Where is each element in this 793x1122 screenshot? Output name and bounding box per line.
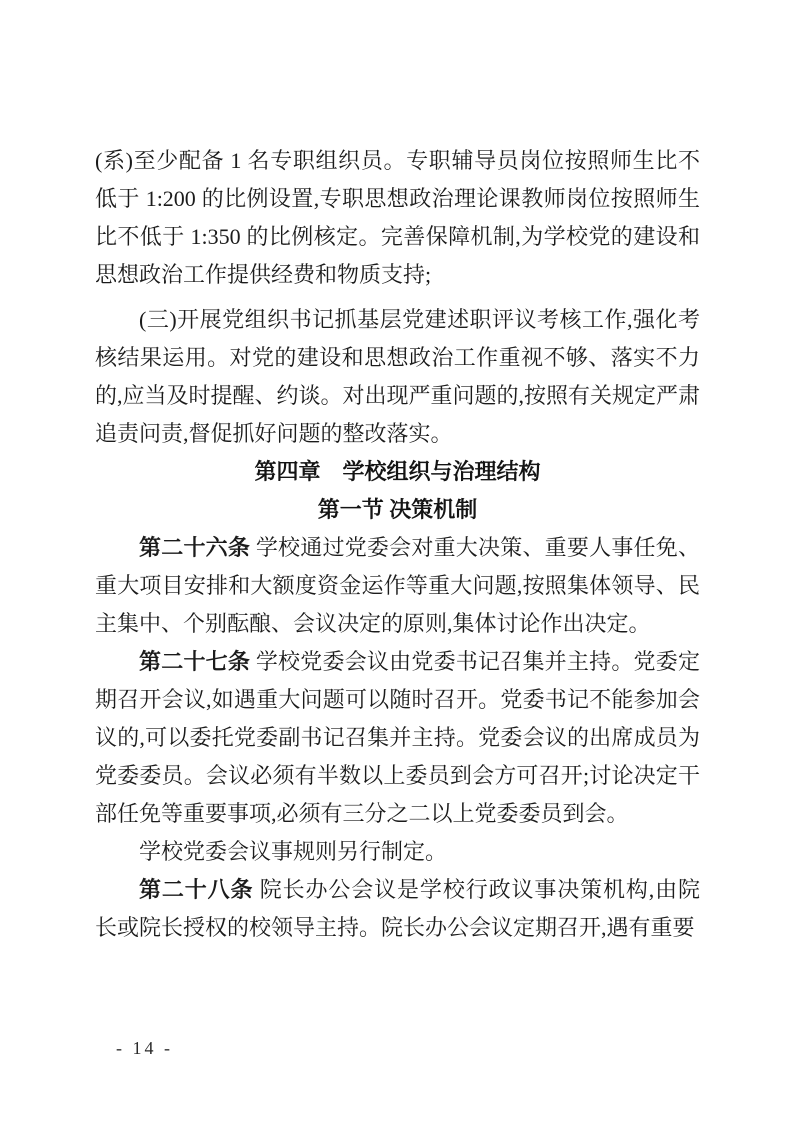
paragraph-continuation: (系)至少配备 1 名专职组织员。专职辅导员岗位按照师生比不低于 1:200 的比例设置,专职思想政治理论课教师岗位按照师生比不低于 1:350 的比例核定。完善保障机制,为学校党的建设和思想政治工作提供经费和物质支持; — [95, 148, 700, 287]
article-27-text: 学校党委会议由党委书记召集并主持。党委定期召开会议,如遇重大问题可以随时召开。党委书记不能参加会议的,可以委托党委副书记召集并主持。党委会议的出席成员为党委委员。会议必须有半数以上委员到会方可召开;讨论决定干部任免等重要事项,必须有三分之二以上党委委员到会。 — [95, 649, 700, 826]
article-27 — [95, 643, 700, 833]
article-28-text: 院长办公会议是学校行政议事决策机构,由院长或院长授权的校领导主持。院长办公会议定期召开,遇有重要 — [95, 877, 700, 940]
section-heading: 第一节 决策机制 — [317, 497, 478, 522]
body-text — [95, 142, 700, 947]
article-28 — [95, 871, 700, 947]
article-27-term: 第二十七条 — [139, 649, 251, 674]
page-number: - 14 - — [116, 1038, 173, 1058]
paragraph-item-three: (三)开展党组织书记抓基层党建述职评议考核工作,强化考核结果运用。对党的建设和思想政治工作重视不够、落实不力的,应当及时提醒、约谈。对出现严重问题的,按照有关规定严肃追责问责,督促抓好问题的整改落实。 — [95, 307, 701, 446]
article-28-term: 第二十八条 — [139, 877, 254, 902]
article-26-text: 学校通过党委会对重大决策、重要人事任免、重大项目安排和大额度资金运作等重大问题,按照集体领导、民主集中、个别酝酿、会议决定的原则,集体讨论作出决定。 — [95, 535, 700, 636]
article-26 — [95, 529, 700, 643]
paragraph-rules: 学校党委会议事规则另行制定。 — [139, 839, 448, 864]
chapter-heading: 第四章 学校组织与治理结构 — [254, 459, 541, 484]
article-26-term: 第二十六条 — [139, 535, 251, 560]
